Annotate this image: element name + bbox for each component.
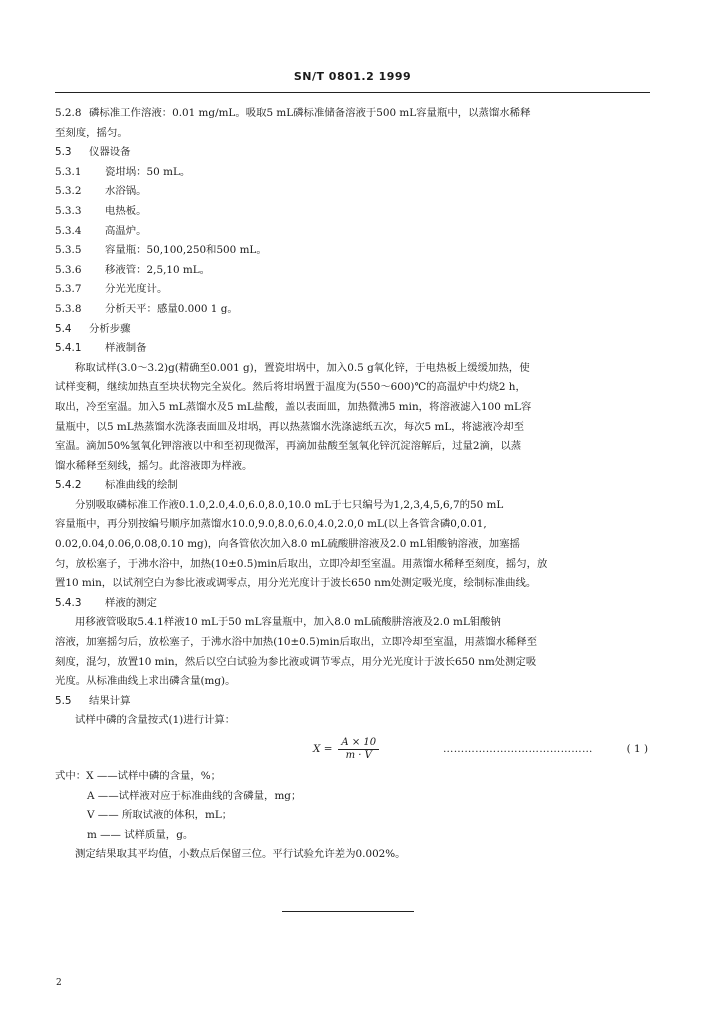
clause-number: 5.4.1 <box>55 342 82 355</box>
clause-5-3-4 <box>55 222 650 242</box>
formula-leader-dots: …………………………………… <box>443 743 593 755</box>
page-number: 2 <box>56 978 62 988</box>
section-number: 5.4 <box>55 322 72 335</box>
paragraph-line: 0.02,0.04,0.06,0.08,0.10 mg)，向各管依次加入8.0 mL硫酸肼溶液及2.0 mL钼酸钠溶液，加塞摇 <box>55 538 520 551</box>
clause-text: 高温炉。 <box>105 224 147 237</box>
paragraph-line: 馏水稀释至刻线，摇匀。此溶液即为样液。 <box>55 459 253 472</box>
clause-5-3-8 <box>55 300 650 320</box>
paragraph-line: 分别吸取磷标准工作液0.1.0,2.0,4.0,6.0,8.0,10.0 mL于七只编号为1,2,3,4,5,6,7的50 mL <box>75 498 504 511</box>
clause-text: 分光光度计。 <box>105 283 168 296</box>
paragraph-line: 光度。从标准曲线上求出磷含量(mg)。 <box>55 675 236 688</box>
header-rule <box>55 92 650 93</box>
clause-number: 5.3.6 <box>55 263 82 276</box>
clause-text: 移液管：2,5,10 mL。 <box>105 263 211 276</box>
paragraph-line: 试样变稠，继续加热直至块状物完全炭化。然后将坩埚置于温度为(550～600)℃的高温炉中灼烧2 h， <box>55 381 526 394</box>
paragraph-line: 匀，放松塞子，于沸水浴中，加热(10±0.5)min后取出，立即冷却至室温。用蒸馏水稀释至刻度，摇匀，放 <box>55 557 548 570</box>
clause-5-3-7 <box>55 280 650 300</box>
paragraph-line: 取出，冷至室温。加入5 mL蒸馏水及5 mL盐酸，盖以表面皿，加热微沸5 min，将溶液滤入100 mL容 <box>55 400 532 413</box>
clause-5-4-3-heading <box>55 594 650 614</box>
formula-numerator: A × 10 <box>338 737 379 750</box>
section-title: 分析步骤 <box>89 322 131 335</box>
clause-number: 5.4.2 <box>55 479 82 492</box>
where-clause: 式中：X ——试样中磷的含量，%； <box>55 770 222 782</box>
formula-denominator: m · V <box>345 750 372 761</box>
clause-number: 5.3.2 <box>55 185 82 198</box>
clause-text-cont: 至刻度，摇匀。 <box>55 126 128 139</box>
section-number: 5.3 <box>55 146 72 159</box>
section-5-3-heading <box>55 143 650 163</box>
clause-title: 样液制备 <box>105 342 147 355</box>
clause-5-3-5 <box>55 241 650 261</box>
clause-text: 磷标准工作溶液：0.01 mg/mL。吸取5 mL磷标准储备溶液于500 mL容量瓶中，以蒸馏水稀释 <box>89 107 531 119</box>
clause-5-4-1-heading <box>55 339 650 359</box>
section-title: 仪器设备 <box>89 146 131 159</box>
formula-expression <box>313 737 379 762</box>
clause-number: 5.4.3 <box>55 596 82 609</box>
clause-5-4-2-heading <box>55 476 650 496</box>
paragraph-line: 用移液管吸取5.4.1样液10 mL于50 mL容量瓶中，加入8.0 mL硫酸肼溶液及2.0 mL钼酸钠 <box>75 616 501 629</box>
clause-number: 5.2.8 <box>55 107 82 119</box>
variable-definition: V —— 所取试液的体积，mL； <box>87 809 233 822</box>
paragraph-line: 量瓶中，以5 mL热蒸馏水洗涤表面皿及坩埚，再以热蒸馏水洗涤滤纸五次，每次5 mL，将滤液冷却至 <box>55 420 524 433</box>
clause-text: 容量瓶：50,100,250和500 mL。 <box>105 244 267 257</box>
section-number: 5.5 <box>55 694 72 707</box>
clause-number: 5.3.8 <box>55 302 82 315</box>
paragraph-line: 刻度，混匀，放置10 min，然后以空白试验为参比液或调节零点，用分光光度计于波长650 nm处测定吸 <box>55 655 537 668</box>
clause-number: 5.3.1 <box>55 165 82 178</box>
clause-text: 瓷坩埚：50 mL。 <box>105 165 191 178</box>
calc-intro: 试样中磷的含量按式(1)进行计算： <box>75 714 236 727</box>
paragraph-line: 容量瓶中，再分别按编号顺序加蒸馏水10.0,9.0,8.0,6.0,4.0,2.0,0 mL(以上各管含磷0,0.01, <box>55 518 487 531</box>
clause-title: 标准曲线的绘制 <box>105 479 178 492</box>
paragraph-line: 室温。滴加50%氢氧化钾溶液以中和至初现微浑，再滴加盐酸至氢氧化锌沉淀溶解后，过量2滴，以蒸 <box>55 440 522 453</box>
clause-number: 5.3.7 <box>55 283 82 296</box>
formula-fraction <box>338 737 379 762</box>
end-of-standard-rule <box>282 911 414 912</box>
section-5-4-heading <box>55 320 650 340</box>
paragraph-line: 溶液，加塞摇匀后，放松塞子，于沸水浴中加热(10±0.5)min后取出，立即冷却至室温，用蒸馏水稀释至 <box>55 636 538 649</box>
clause-title: 样液的测定 <box>105 596 157 609</box>
clause-5-3-6 <box>55 261 650 281</box>
clause-number: 5.3.5 <box>55 244 82 257</box>
clause-5-3-2 <box>55 182 650 202</box>
clause-5-3-1 <box>55 163 650 183</box>
formula-lhs: X = <box>313 742 333 755</box>
document-body <box>55 104 650 865</box>
conclusion-text: 测定结果取其平均值，小数点后保留三位。平行试验允许差为0.002%。 <box>75 848 406 861</box>
clause-text: 水浴锅。 <box>105 185 147 198</box>
equation-number: ( 1 ) <box>626 743 648 755</box>
clause-text: 分析天平：感量0.000 1 g。 <box>105 302 238 315</box>
clause-number: 5.3.3 <box>55 204 82 217</box>
section-title: 结果计算 <box>89 694 131 707</box>
paragraph-line: 称取试样(3.0～3.2)g(精确至0.001 g)，置瓷坩埚中，加入0.5 g氧化锌，于电热板上缓缓加热，使 <box>75 361 530 374</box>
clause-5-3-3 <box>55 202 650 222</box>
variable-definition: A ——试样液对应于标准曲线的含磷量，mg； <box>87 789 302 802</box>
clause-5-2-8 <box>55 104 650 124</box>
paragraph-line: 置10 min，以试剂空白为参比液或调零点，用分光光度计于波长650 nm处测定吸光度，绘制标准曲线。 <box>55 577 537 590</box>
variable-definition: m —— 试样质量，g。 <box>87 828 194 841</box>
section-5-5-heading <box>55 692 650 712</box>
clause-number: 5.3.4 <box>55 224 82 237</box>
formula-1 <box>55 731 650 767</box>
clause-text: 电热板。 <box>105 204 147 217</box>
standard-code-header: SN/T 0801.2 1999 <box>293 70 412 83</box>
